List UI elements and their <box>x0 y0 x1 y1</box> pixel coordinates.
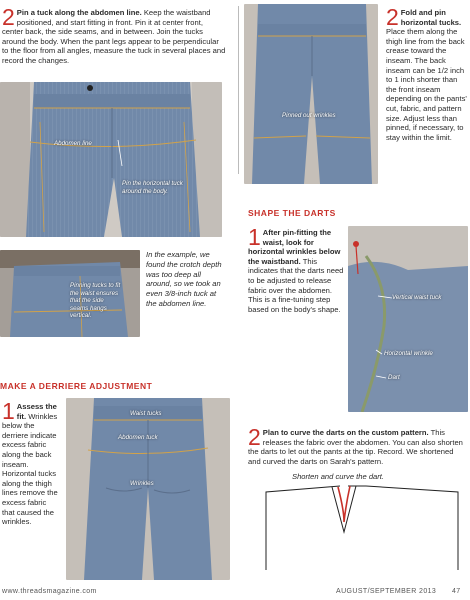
dart-label: Dart <box>388 374 400 381</box>
abdomen-line-label: Abdomen line <box>54 140 92 147</box>
diagram-label: Shorten and curve the dart. <box>292 472 385 481</box>
pin-tuck-step <box>2 4 226 66</box>
horizontal-tuck-label: Pin the horizontal tuck around the body. <box>122 180 183 195</box>
dart-image <box>348 226 468 412</box>
front-pants-image <box>0 82 222 237</box>
step-number: 2 <box>248 424 261 450</box>
step-number: 1 <box>248 224 261 250</box>
horizontal-wrinkle-label: Horizontal wrinkle <box>384 350 433 357</box>
step-body: Wrinkles below the derriere indicate excess fabric along the back inseam. Horizontal tucks along the thigh lines remove the excess fabric that caused the wrinkles. <box>2 411 58 527</box>
step-body: Keep the waistband positioned, and start fitting in front. Pin it at center front, center back, the side seams, and in between. Join the tucks around the body. When the pant legs appear to be perpendicular to the floor from all angles, measure the tuck in several places and record the changes. <box>2 8 226 65</box>
step-heading: Fold and pin horizontal tucks. <box>400 8 462 27</box>
dart-pattern-diagram <box>262 480 462 572</box>
derriere-heading: MAKE A DERRIERE ADJUSTMENT <box>0 381 153 391</box>
step-heading: Pin a tuck along the abdomen line. <box>16 8 142 17</box>
front-pants-photo <box>0 82 222 237</box>
step-number: 2 <box>2 4 15 30</box>
step-body: This releases the fabric over the abdomen. You can also shorten the darts to let out the pants at the tip. Record. We shortened and curved the darts on Sarah's pattern. <box>248 428 463 466</box>
back-pants-image <box>66 398 230 580</box>
dart-photo <box>348 226 468 412</box>
back-pinned-image <box>244 4 378 184</box>
footer-issue: AUGUST/SEPTEMBER 2013 <box>336 588 437 595</box>
pinned-wrinkles-label: Pinned out wrinkles <box>282 112 336 119</box>
waist-tucks-label: Waist tucks <box>130 410 162 417</box>
vertical-waist-tuck-label: Vertical waist tuck <box>392 294 442 301</box>
pin-fit-waist-step <box>248 224 344 314</box>
wrinkles-label: Wrinkles <box>130 480 154 487</box>
assess-fit-step <box>2 398 60 527</box>
page-number: 47 <box>452 588 461 595</box>
step-number: 2 <box>386 4 399 30</box>
back-pants-photo <box>66 398 230 580</box>
pinning-tucks-label: Pinning tucks to fit the waist ensures that the side seams hangs vertical. <box>70 282 121 320</box>
darts-heading: SHAPE THE DARTS <box>248 208 336 218</box>
step-heading: After pin-fitting the waist, look for horizontal wrinkles below the waistband. <box>248 228 341 266</box>
column-divider <box>238 6 239 174</box>
step-number: 1 <box>2 398 15 424</box>
fold-pin-step <box>386 4 468 142</box>
side-pants-photo <box>0 250 140 337</box>
abdomen-tuck-label: Abdomen tuck <box>118 434 158 441</box>
step-body: Place them along the thigh line from the back crease toward the inseam. The back inseam can be 1/2 inch to 1 inch shorter than the front inseam depending on the pants' cut, fabric, and pattern size. Adjust less than pinned, if necessary, to stay within the limit. <box>386 27 467 142</box>
back-pinned-photo <box>244 4 378 184</box>
step-heading: Assess the fit. <box>16 402 57 421</box>
example-caption: In the example, we found the crotch depth was too deep all around, so we took an even 3/8-inch tuck at the abdomen line. <box>146 250 222 308</box>
plan-curve-step <box>248 424 466 466</box>
footer-url: www.threadsmagazine.com <box>2 588 97 595</box>
step-heading: Plan to curve the darts on the custom pattern. <box>262 428 429 437</box>
step-body: This indicates that the darts need to be adjusted to release fabric over the abdomen. This is a fine-tuning step based on the body's shape. <box>248 256 344 314</box>
